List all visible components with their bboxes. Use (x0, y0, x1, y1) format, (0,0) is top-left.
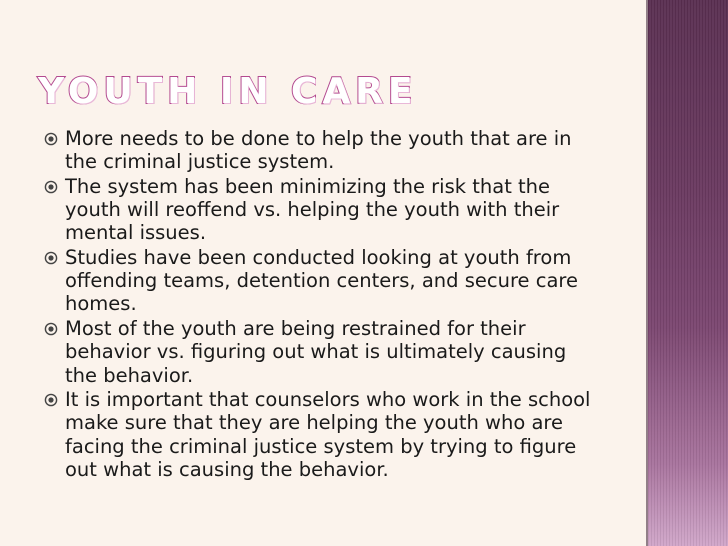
decorative-sidebar (648, 0, 728, 546)
target-circle-icon (44, 251, 58, 265)
bullet-item (44, 246, 604, 316)
target-circle-icon (44, 132, 58, 146)
bullet-text: Most of the youth are being restrained for their behavior vs. figuring out what is ultimately causing the behavior. (65, 317, 567, 387)
bullet-text: Studies have been conducted looking at youth from offending teams, detention centers, and secure care homes. (65, 246, 578, 316)
target-circle-icon (44, 180, 58, 194)
bullet-item (44, 388, 604, 481)
bullet-text: The system has been minimizing the risk that the youth will reoffend vs. helping the youth with their mental issues. (65, 174, 560, 245)
bullet-item (44, 127, 604, 173)
target-circle-icon (44, 322, 58, 336)
bullet-text: It is important that counselors who work in the school make sure that they are helping the youth who are facing the criminal justice system by trying to figure out what is causing the behavior. (65, 388, 591, 481)
bullet-item (44, 175, 604, 245)
slide-title: YOUTH IN CARE (38, 71, 418, 112)
bullet-list (44, 127, 604, 483)
bullet-text: More needs to be done to help the youth that are in the criminal justice system. (65, 127, 572, 174)
target-circle-icon (44, 393, 58, 407)
bullet-item (44, 317, 604, 387)
